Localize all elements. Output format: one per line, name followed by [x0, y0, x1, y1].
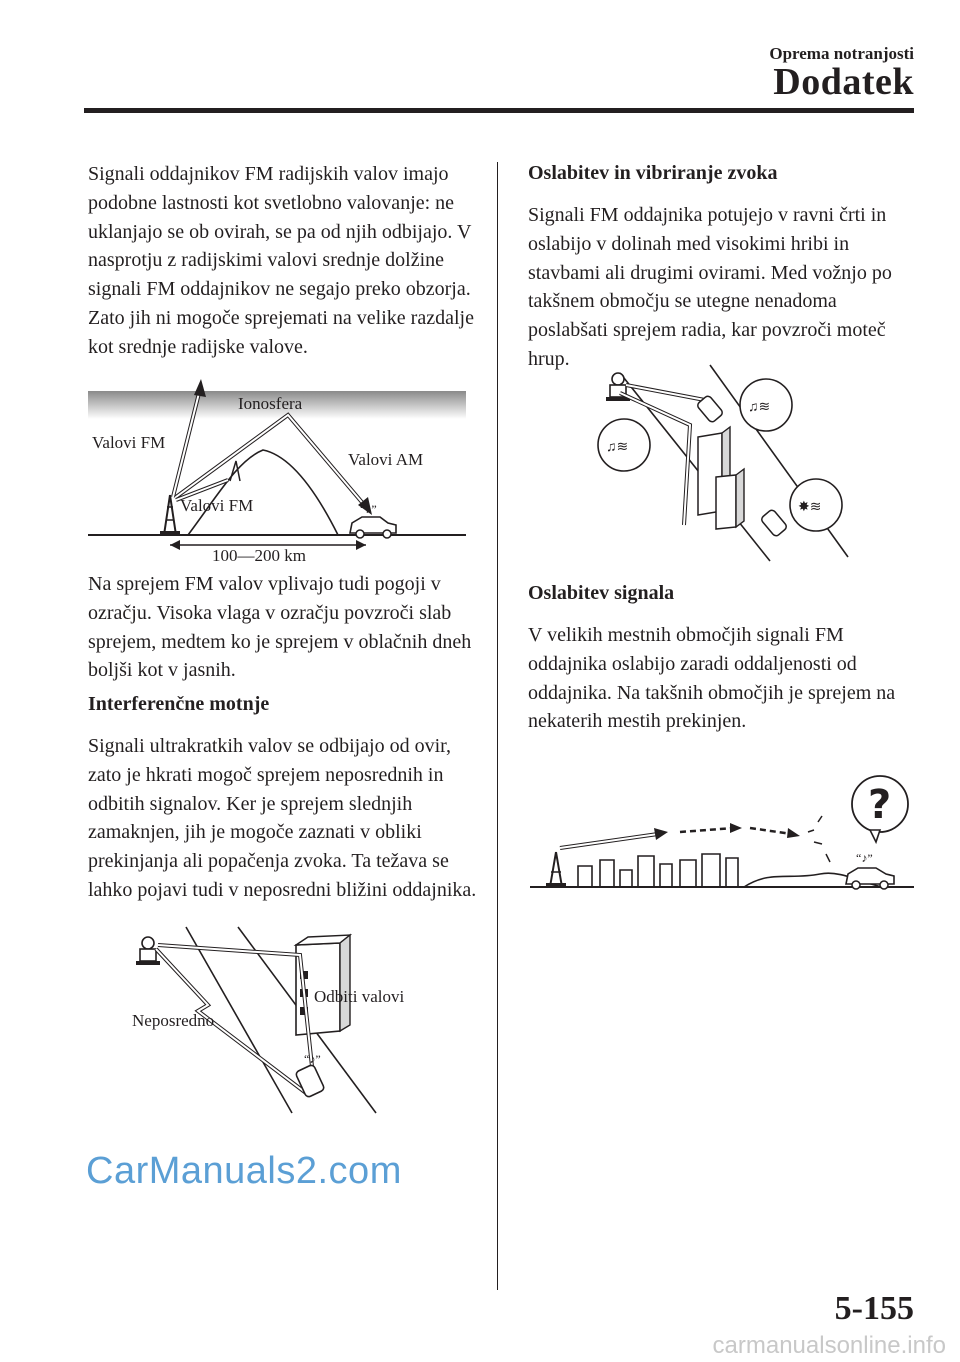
building-icon — [698, 427, 744, 529]
heading-weak-signal: Oslabitev signala — [528, 582, 675, 604]
label-direct: Neposredno — [132, 1011, 215, 1030]
city-skyline — [578, 854, 882, 887]
svg-text:“♪”: “♪” — [360, 502, 377, 516]
label-reflected: Odbiti valovi — [314, 987, 405, 1006]
figure-reflected-waves-diagram — [128, 925, 428, 1115]
svg-text:♫≋: ♫≋ — [606, 440, 629, 455]
svg-text:♫≋: ♫≋ — [748, 400, 771, 415]
question-mark: ? — [868, 782, 892, 828]
mountain-shape — [188, 450, 338, 535]
label-distance: 100—200 km — [212, 546, 306, 565]
watermark-logo: CarManuals2.com — [86, 1150, 402, 1192]
figure-weak-signal-diagram — [530, 770, 914, 892]
figure-ionosphere-diagram — [88, 385, 468, 565]
svg-text:“♪”: “♪” — [856, 851, 873, 865]
svg-text:✸≋: ✸≋ — [798, 500, 822, 515]
svg-text:“♪”: “♪” — [304, 1052, 321, 1066]
car-icon — [760, 509, 788, 538]
noise-bubble-icon — [790, 479, 842, 531]
column-divider — [497, 162, 498, 1290]
paragraph-interference: Signali ultrakratkih valov se odbijajo od ovir, zato je hkrati mogoč sprejem neposrednih in odbitih signalov. Ker je sprejem slednjih zamaknjen, jih je mogoče zaznati v obliki prekinjanja ali popačenja zvoka. Ta težava se lahko pojavi tudi v neposredni bližini oddajnika. — [88, 735, 477, 901]
label-fm-upper: Valovi FM — [92, 433, 166, 452]
car-icon — [846, 851, 894, 889]
car-icon — [350, 502, 396, 538]
page-number: 5-155 — [834, 1290, 914, 1327]
paragraph-weak-signal: V velikih mestnih območjih signali FM oddajnika oslabijo zaradi oddaljenosti od oddajnika. Na takšnih območjih je sprejem na nekaterih mestih prekinjen. — [528, 624, 896, 733]
figure-fading-diagram — [590, 365, 860, 565]
label-am: Valovi AM — [348, 450, 424, 469]
noise-bubble-icon — [740, 379, 792, 431]
section-name: Oprema notranjosti — [769, 44, 914, 63]
header-rule — [84, 108, 914, 113]
chapter-title: Dodatek — [773, 61, 914, 103]
transmitter-tower-icon — [546, 852, 566, 888]
am-wave-arrow — [176, 415, 366, 507]
footer-watermark: carmanualsonline.info — [712, 1332, 946, 1359]
noise-bubble-icon — [598, 419, 650, 471]
paragraph-atmosphere: Na sprejem FM valov vplivajo tudi pogoji v ozračju. Visoka vlaga v ozračju povzroči slab sprejem, medtem ko je sprejem v oblačnih dneh boljši kot v jasnih. — [88, 573, 472, 682]
question-bubble-icon — [852, 776, 908, 842]
signal-lost-icon — [808, 816, 830, 862]
wave-arrow-weak-2 — [750, 828, 792, 834]
paragraph-fm-properties: Signali oddajnikov FM radijskih valov imajo podobne lastnosti kot svetlobno valovanje: ne uklanjajo se ob ovirah, se pa od njih odbijajo. V nasprotju z radijskimi valovi srednje dolžine signali FM oddajnikov ne segajo preko obzorja. Zato jih ni mogoče sprejemati na velike razdalje kot srednje radijske valove. — [88, 163, 474, 358]
paragraph-fading: Signali FM oddajnika potujejo v ravni črti in oslabijo v dolinah med visokimi hribi in stavbami ali drugimi ovirami. Med vožnjo po takšnem območju se utegne nenadoma poslabšati sprejem radia, kar povzroči moteč hrup. — [528, 204, 892, 370]
heading-fading: Oslabitev in vibriranje zvoka — [528, 162, 778, 184]
wave-arrow-weak-1 — [680, 828, 734, 832]
heading-interference: Interferenčne motnje — [88, 693, 270, 715]
car-icon — [295, 1052, 325, 1098]
label-ionosphere: Ionosfera — [238, 394, 303, 413]
label-fm-lower: Valovi FM — [180, 496, 254, 515]
